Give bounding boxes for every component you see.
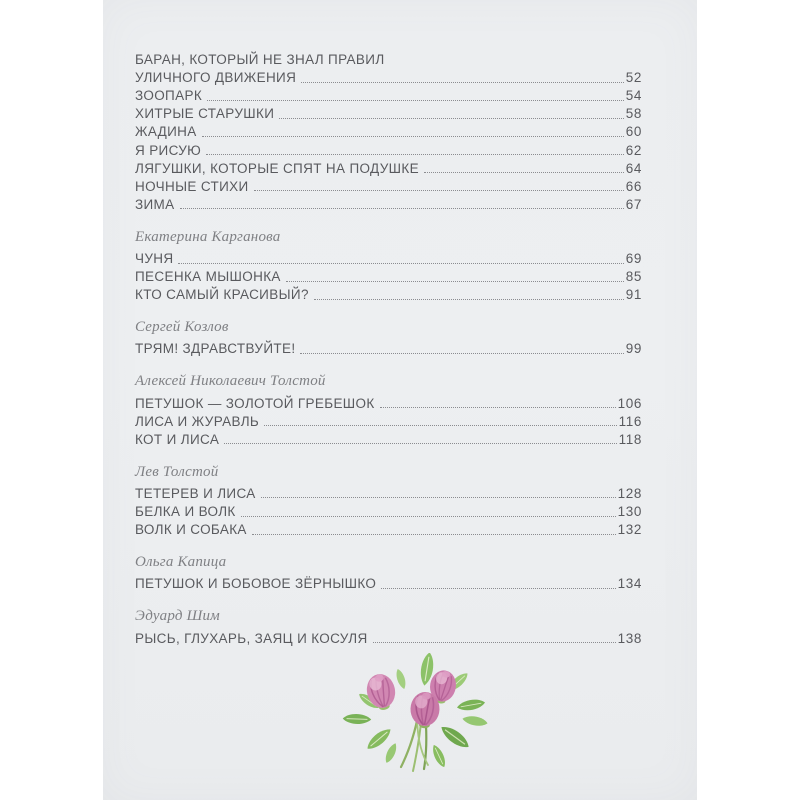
- entry-page-number: 69: [625, 251, 642, 267]
- toc-entry: [135, 484, 642, 502]
- author-name: Сергей Козлов: [135, 319, 229, 336]
- entry-title: ЗИМА: [135, 196, 175, 212]
- toc-page: [103, 0, 697, 800]
- entry-title: ВОЛК И СОБАКА: [135, 522, 247, 538]
- toc-section: [135, 553, 642, 592]
- entry-title: УЛИЧНОГО ДВИЖЕНИЯ: [135, 70, 297, 86]
- toc-entry: [135, 520, 642, 538]
- entry-title: ЖАДИНА: [135, 124, 197, 140]
- dotted-leader: [373, 642, 616, 643]
- toc-entry: [135, 285, 642, 303]
- entry-title: БАРАН, КОТОРЫЙ НЕ ЗНАЛ ПРАВИЛ: [135, 52, 385, 68]
- author-name: Лев Толстой: [135, 463, 219, 480]
- entry-page-number: 67: [625, 196, 642, 212]
- toc-entry: [135, 249, 642, 267]
- author-name: Алексей Николаевич Толстой: [135, 373, 326, 390]
- dotted-leader: [264, 425, 617, 426]
- entry-page-number: 66: [625, 178, 642, 194]
- entry-title: ЛИСА И ЖУРАВЛЬ: [135, 413, 260, 429]
- entry-page-number: 54: [625, 88, 642, 104]
- toc-section: [135, 318, 642, 357]
- entry-page-number: 118: [618, 431, 642, 447]
- clover-bouquet-illustration: [339, 653, 501, 777]
- entry-title: ЛЯГУШКИ, КОТОРЫЕ СПЯТ НА ПОДУШКЕ: [135, 160, 419, 176]
- toc-entry: [135, 412, 642, 430]
- entry-title: ЗООПАРК: [135, 88, 203, 104]
- dotted-leader: [207, 100, 624, 101]
- table-of-contents: [135, 50, 642, 647]
- entry-page-number: 64: [625, 160, 642, 176]
- toc-entry: [135, 159, 642, 177]
- toc-section: [135, 50, 642, 213]
- entry-title: ХИТРЫЕ СТАРУШКИ: [135, 106, 275, 122]
- entry-title: НОЧНЫЕ СТИХИ: [135, 178, 249, 194]
- entry-title: ТЕТЕРЕВ И ЛИСА: [135, 485, 256, 501]
- dotted-leader: [300, 353, 623, 354]
- entry-title: ПЕТУШОК И БОБОВОЕ ЗЁРНЫШКО: [135, 576, 377, 592]
- dotted-leader: [254, 190, 624, 191]
- dotted-leader: [314, 299, 624, 300]
- entry-page-number: 128: [617, 485, 642, 501]
- toc-entry: [135, 86, 642, 104]
- entry-page-number: 130: [617, 504, 642, 520]
- dotted-leader: [241, 516, 616, 517]
- toc-section: [135, 463, 642, 538]
- entry-page-number: 99: [625, 341, 642, 357]
- toc-entry: [135, 339, 642, 357]
- entry-title: ПЕСЕНКА МЫШОНКА: [135, 269, 281, 285]
- dotted-leader: [381, 588, 615, 589]
- entry-title: ПЕТУШОК — ЗОЛОТОЙ ГРЕБЕШОК: [135, 395, 375, 411]
- dotted-leader: [424, 172, 624, 173]
- toc-entry: [135, 502, 642, 520]
- entry-title: КТО САМЫЙ КРАСИВЫЙ?: [135, 287, 309, 303]
- toc-entry: [135, 394, 642, 412]
- dotted-leader: [301, 82, 624, 83]
- entry-page-number: 116: [618, 413, 642, 429]
- entry-title: Я РИСУЮ: [135, 142, 202, 158]
- entry-title: РЫСЬ, ГЛУХАРЬ, ЗАЯЦ И КОСУЛЯ: [135, 630, 368, 646]
- entry-title: ТРЯМ! ЗДРАВСТВУЙТЕ!: [135, 341, 296, 357]
- toc-section: [135, 607, 642, 646]
- dotted-leader: [252, 534, 616, 535]
- entry-page-number: 132: [617, 522, 642, 538]
- toc-entry: [135, 574, 642, 592]
- entry-page-number: 58: [625, 106, 642, 122]
- toc-entry: [135, 68, 642, 86]
- dotted-leader: [206, 154, 624, 155]
- entry-page-number: 52: [625, 70, 642, 86]
- entry-page-number: 134: [617, 576, 642, 592]
- dotted-leader: [286, 281, 624, 282]
- entry-page-number: 85: [625, 269, 642, 285]
- entry-page-number: 106: [617, 395, 642, 411]
- dotted-leader: [202, 136, 624, 137]
- dotted-leader: [261, 497, 616, 498]
- clover-blossoms: [364, 668, 459, 728]
- entry-title: КОТ И ЛИСА: [135, 431, 220, 447]
- toc-entry: [135, 50, 642, 68]
- entry-page-number: 60: [625, 124, 642, 140]
- dotted-leader: [380, 407, 616, 408]
- dotted-leader: [178, 263, 623, 264]
- author-name: Екатерина Карганова: [135, 228, 281, 245]
- author-name: Ольга Капица: [135, 554, 227, 571]
- toc-entry: [135, 195, 642, 213]
- author-name: Эдуард Шим: [135, 608, 220, 625]
- toc-entry: [135, 104, 642, 122]
- toc-entry: [135, 267, 642, 285]
- toc-entry: [135, 177, 642, 195]
- entry-title: ЧУНЯ: [135, 251, 174, 267]
- dotted-leader: [224, 443, 616, 444]
- dotted-leader: [279, 118, 624, 119]
- entry-page-number: 91: [625, 287, 642, 303]
- dotted-leader: [180, 208, 624, 209]
- toc-entry: [135, 430, 642, 448]
- entry-page-number: 62: [625, 142, 642, 158]
- entry-title: БЕЛКА И ВОЛК: [135, 504, 236, 520]
- toc-entry: [135, 628, 642, 646]
- toc-section: [135, 228, 642, 303]
- toc-section: [135, 372, 642, 447]
- entry-page-number: 138: [617, 630, 642, 646]
- toc-entry: [135, 140, 642, 158]
- toc-entry: [135, 122, 642, 140]
